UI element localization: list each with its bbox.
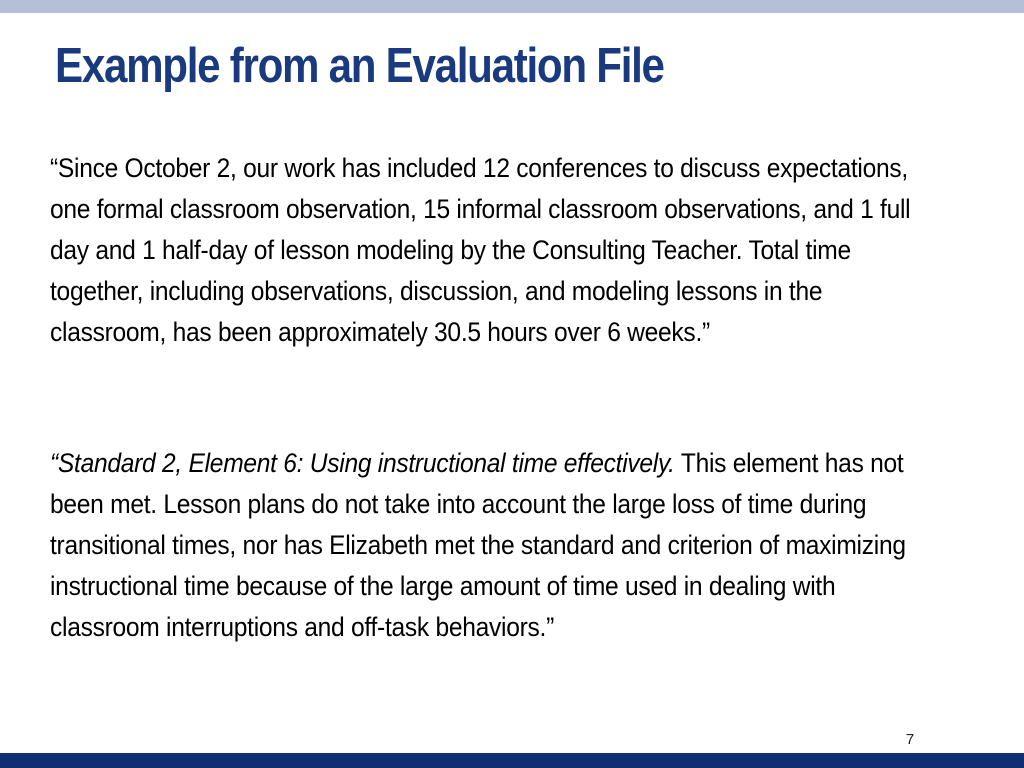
page-number: 7 — [905, 731, 915, 748]
top-accent-bar — [0, 0, 1024, 13]
paragraph-standard-evaluation — [50, 443, 942, 648]
slide-title: Example from an Evaluation File — [55, 39, 664, 93]
paragraph-text: This element has not been met. Lesson plans do not take into account the large loss of time during transitional times, nor has Elizabeth met the standard and criterion of maximizing instructional time because of the large amount of time used in dealing with classroom interruptions and off-task behaviors.” — [50, 448, 906, 642]
bottom-accent-bar — [0, 753, 1024, 768]
paragraph-text: “Since October 2, our work has included 12 conferences to discuss expectations, one formal classroom observation, 15 informal classroom observations, and 1 full day and 1 half-day of lesson modeling by the Consulting Teacher. Total time together, including observations, discussion, and modeling lessons in the classroom, has been approximately 30.5 hours over 6 weeks.” — [50, 153, 911, 347]
standard-heading: “Standard 2, Element 6: Using instructional time effectively. — [50, 448, 675, 478]
paragraph-conference-summary — [50, 148, 942, 353]
